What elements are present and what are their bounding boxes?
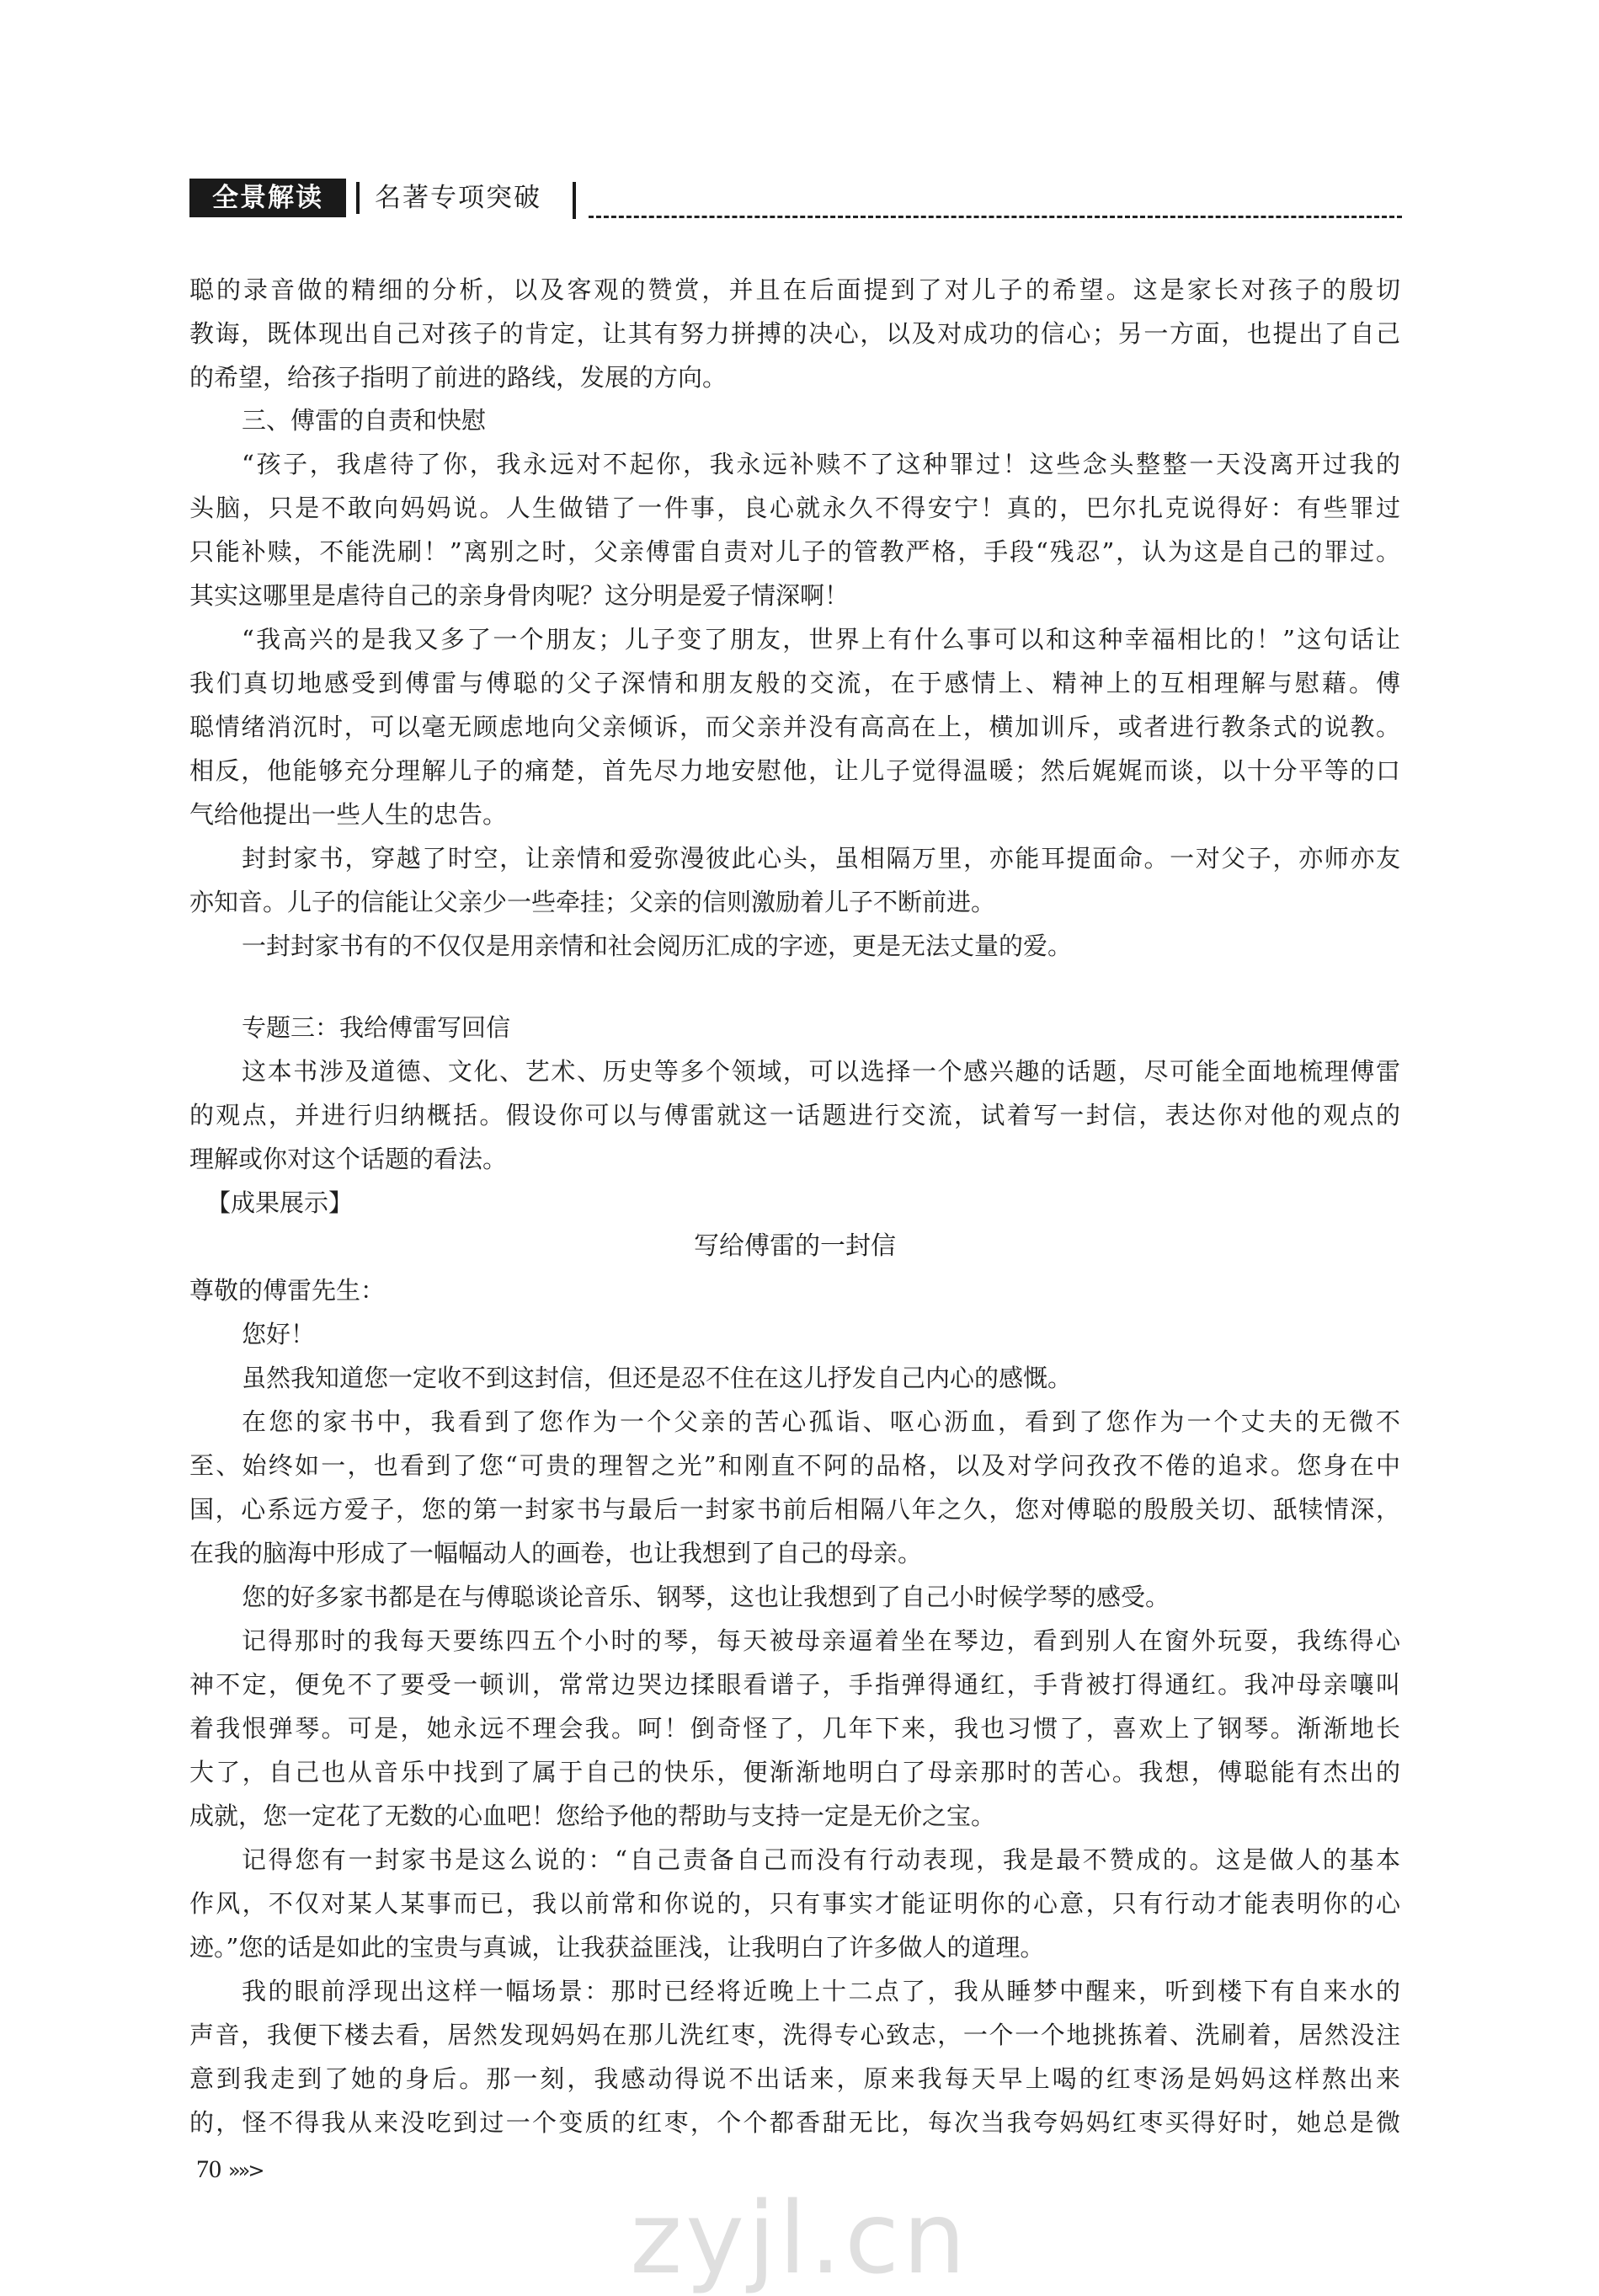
text-line: 我的眼前浮现出这样一幅场景：那时已经将近晚上十二点了，我从睡梦中醒来，听到楼下有自来水的 bbox=[242, 1977, 1400, 2005]
header-dashed-rule bbox=[589, 216, 1402, 218]
text-line: 在我的脑海中形成了一幅幅动人的画卷，也让我想到了自己的母亲。 bbox=[189, 1539, 923, 1567]
text-line: 其实这哪里是虐待自己的亲身骨肉呢？这分明是爱子情深啊！ bbox=[189, 581, 850, 610]
text-line: 大了，自己也从音乐中找到了属于自己的快乐，便渐渐地明白了母亲那时的苦心。我想，傅聪能有杰出的 bbox=[189, 1758, 1400, 1786]
page-number-value: 70 bbox=[196, 2155, 221, 2183]
text-line: 意到我走到了她的身后。那一刻，我感动得说不出话来，原来我每天早上喝的红枣汤是妈妈这样熬出来 bbox=[189, 2064, 1400, 2093]
text-line: 教诲，既体现出自己对孩子的肯定，让其有努力拼搏的决心，以及对成功的信心；另一方面，也提出了自己 bbox=[189, 319, 1400, 348]
header-divider bbox=[356, 182, 360, 214]
text-line: 相反，他能够充分理解儿子的痛楚，首先尽力地安慰他，让儿子觉得温暖；然后娓娓而谈，以十分平等的口 bbox=[189, 756, 1400, 785]
text-line: 的观点，并进行归纳概括。假设你可以与傅雷就这一话题进行交流，试着写一封信，表达你对他的观点的 bbox=[189, 1101, 1400, 1129]
text-line: 我们真切地感受到傅雷与傅聪的父子深情和朋友般的交流，在于感情上、精神上的互相理解与慰藉。傅 bbox=[189, 669, 1400, 697]
text-line: 您的好多家书都是在与傅聪谈论音乐、钢琴，这也让我想到了自己小时候学琴的感受。 bbox=[242, 1583, 1170, 1611]
text-line: 的希望，给孩子指明了前进的路线，发展的方向。 bbox=[189, 363, 728, 392]
text-line: 作风，不仅对某人某事而已，我以前常和你说的，只有事实才能证明你的心意，只有行动才能表明你的心 bbox=[189, 1889, 1400, 1918]
text-line: 声音，我便下楼去看，居然发现妈妈在那儿洗红枣，洗得专心致志，一个一个地挑拣着、洗刷着，居然没注 bbox=[189, 2021, 1400, 2049]
topic-heading: 专题三：我给傅雷写回信 bbox=[242, 1013, 511, 1042]
letter-salutation: 尊敬的傅雷先生： bbox=[189, 1276, 386, 1305]
result-label: 【成果展示】 bbox=[206, 1188, 354, 1217]
running-header bbox=[189, 179, 1402, 221]
header-title: 名著专项突破 bbox=[375, 183, 541, 213]
text-line: 只能补赎，不能洗刷！”离别之时，父亲傅雷自责对儿子的管教严格，手段“残忍”，认为这是自己的罪过。 bbox=[189, 537, 1400, 566]
text-line: 在您的家书中，我看到了您作为一个父亲的苦心孤诣、呕心沥血，看到了您作为一个丈夫的无微不 bbox=[242, 1407, 1400, 1436]
text-line: 虽然我知道您一定收不到这封信，但还是忍不住在这儿抒发自己内心的感慨。 bbox=[242, 1364, 1073, 1392]
text-line: 一封封家书有的不仅仅是用亲情和社会阅历汇成的字迹，更是无法丈量的爱。 bbox=[242, 932, 1073, 960]
text-line: 这本书涉及道德、文化、艺术、历史等多个领域，可以选择一个感兴趣的话题，尽可能全面地梳理傅雷 bbox=[242, 1057, 1400, 1086]
text-line: 理解或你对这个话题的看法。 bbox=[189, 1145, 508, 1173]
text-line: 成就，您一定花了无数的心血吧！您给予他的帮助与支持一定是无价之宝。 bbox=[189, 1802, 996, 1830]
page-arrows-icon: »»> bbox=[228, 2159, 263, 2182]
letter-greeting: 您好！ bbox=[242, 1320, 316, 1348]
text-line: “我高兴的是我又多了一个朋友；儿子变了朋友，世界上有什么事可以和这种幸福相比的！”这句话让 bbox=[242, 625, 1400, 654]
text-line: 的，怪不得我从来没吃到过一个变质的红枣，个个都香甜无比，每次当我夸妈妈红枣买得好时，她总是微 bbox=[189, 2108, 1400, 2137]
text-line: 聪情绪消沉时，可以毫无顾虑地向父亲倾诉，而父亲并没有高高在上，横加训斥，或者进行教条式的说教。 bbox=[189, 713, 1400, 741]
text-line: “孩子，我虐待了你，我永远对不起你，我永远补赎不了这种罪过！这些念头整整一天没离开过我的 bbox=[242, 450, 1400, 478]
text-line: 着我恨弹琴。可是，她永远不理会我。呵！倒奇怪了，几年下来，我也习惯了，喜欢上了钢琴。渐渐地长 bbox=[189, 1714, 1400, 1743]
watermark: zyjl.cn bbox=[630, 2180, 969, 2296]
text-line: 至、始终如一，也看到了您“可贵的理智之光”和刚直不阿的品格，以及对学问孜孜不倦的追求。您身在中 bbox=[189, 1451, 1400, 1480]
header-divider bbox=[573, 182, 576, 219]
section-tag: 全景解读 bbox=[189, 179, 346, 217]
text-line: 神不定，便免不了要受一顿训，常常边哭边揉眼看谱子，手指弹得通红，手背被打得通红。我冲母亲嚷叫 bbox=[189, 1670, 1400, 1699]
text-line: 气给他提出一些人生的忠告。 bbox=[189, 800, 508, 829]
text-line: 亦知音。儿子的信能让父亲少一些牵挂；父亲的信则激励着儿子不断前进。 bbox=[189, 888, 996, 916]
section-heading: 三、傅雷的自责和快慰 bbox=[242, 406, 487, 435]
text-line: 聪的录音做的精细的分析，以及客观的赞赏，并且在后面提到了对儿子的希望。这是家长对孩子的殷切 bbox=[189, 275, 1400, 304]
text-line: 记得您有一封家书是这么说的：“自己责备自己而没有行动表现，我是最不赞成的。这是做人的基本 bbox=[242, 1845, 1400, 1874]
text-line: 头脑，只是不敢向妈妈说。人生做错了一件事，良心就永久不得安宁！真的，巴尔扎克说得好：有些罪过 bbox=[189, 494, 1400, 522]
text-line: 记得那时的我每天要练四五个小时的琴，每天被母亲逼着坐在琴边，看到别人在窗外玩耍，我练得心 bbox=[242, 1626, 1400, 1655]
text-line: 迹。”您的话是如此的宝贵与真诚，让我获益匪浅，让我明白了许多做人的道理。 bbox=[189, 1933, 1045, 1962]
text-line: 封封家书，穿越了时空，让亲情和爱弥漫彼此心头，虽相隔万里，亦能耳提面命。一对父子，亦师亦友 bbox=[242, 844, 1400, 873]
letter-title: 写给傅雷的一封信 bbox=[694, 1231, 896, 1261]
text-line: 国，心系远方爱子，您的第一封家书与最后一封家书前后相隔八年之久，您对傅聪的殷殷关切、舐犊情深， bbox=[189, 1495, 1400, 1524]
